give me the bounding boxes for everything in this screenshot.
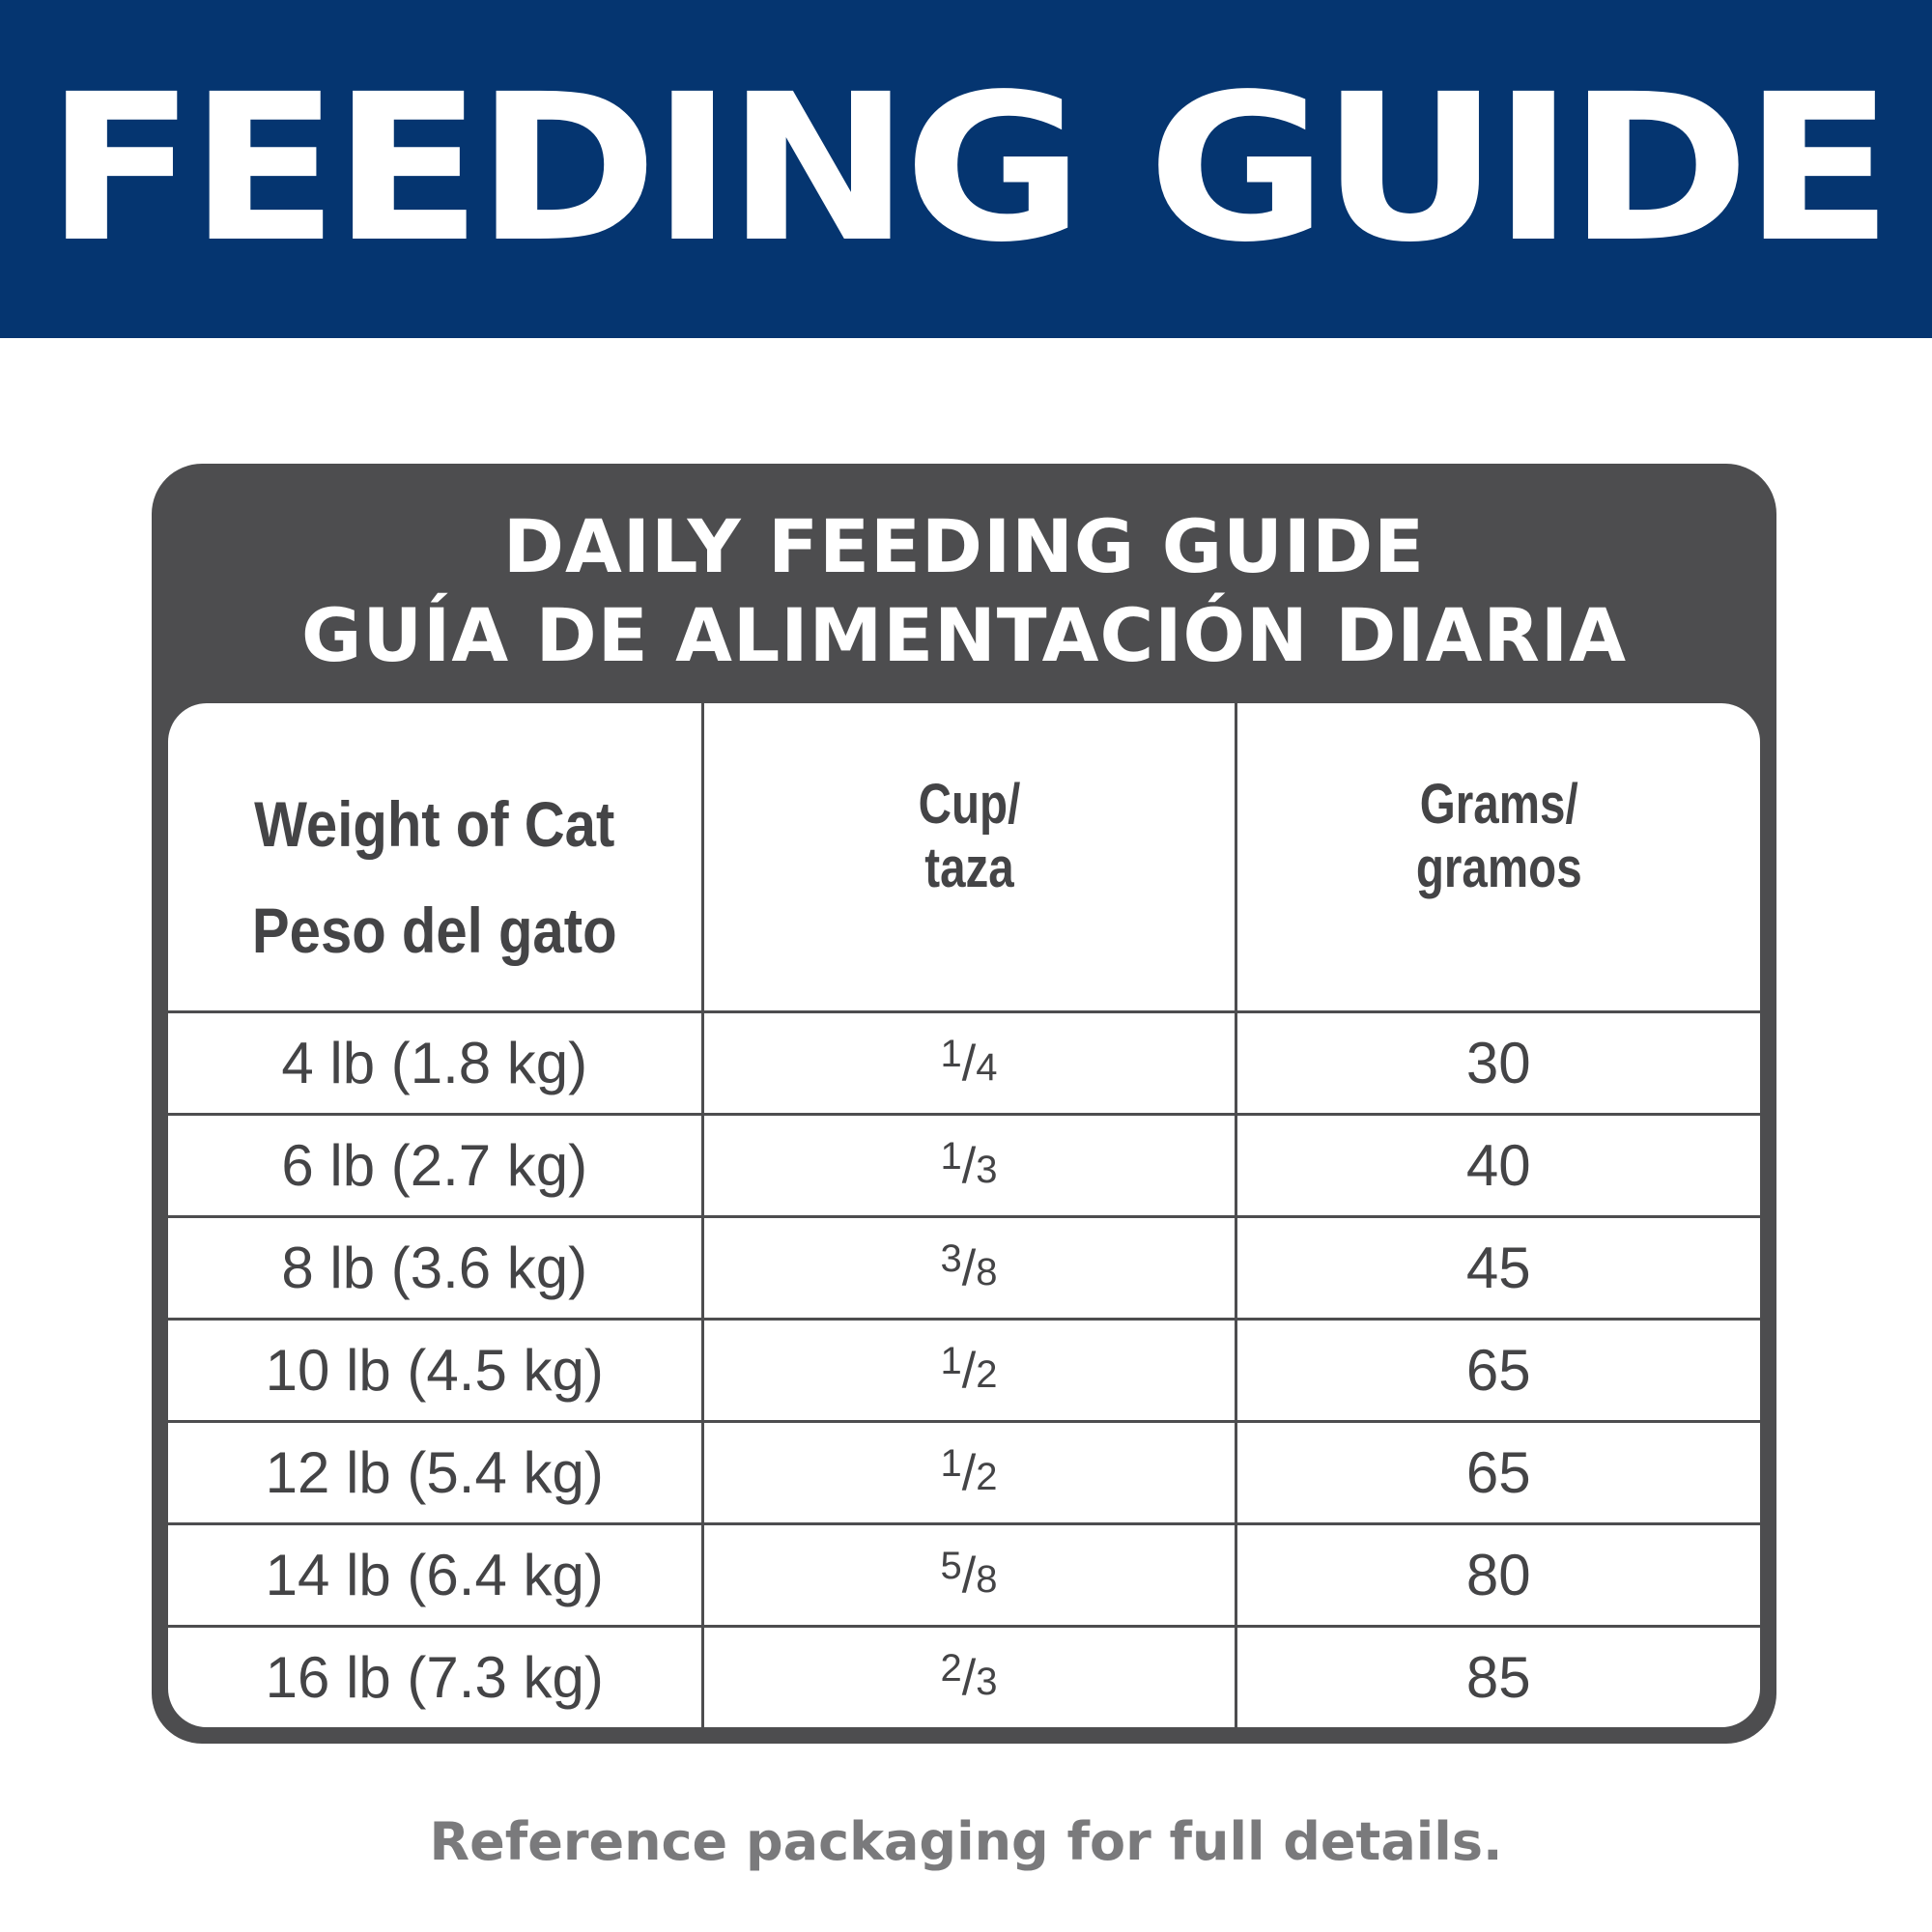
footer-note: Reference packaging for full details. xyxy=(429,1811,1503,1872)
table-row xyxy=(168,1320,1760,1422)
grams-cell: 65 xyxy=(1236,1320,1760,1422)
card-title xyxy=(152,502,1776,680)
card-title-spanish: GUÍA DE ALIMENTACIÓN DIARIA xyxy=(300,592,1628,678)
weight-cell: 4 lb (1.8 kg) xyxy=(168,1012,702,1115)
feeding-table-container xyxy=(168,703,1760,1727)
cup-numerator: 1 xyxy=(940,1032,962,1075)
cup-cell: 1/2 xyxy=(702,1320,1236,1422)
weight-cell: 12 lb (5.4 kg) xyxy=(168,1422,702,1524)
table-row xyxy=(168,1115,1760,1217)
weight-cell: 6 lb (2.7 kg) xyxy=(168,1115,702,1217)
weight-cell: 16 lb (7.3 kg) xyxy=(168,1627,702,1728)
table-row xyxy=(168,1012,1760,1115)
cup-cell: 5/8 xyxy=(702,1524,1236,1627)
cup-numerator: 5 xyxy=(940,1544,962,1587)
grams-cell: 45 xyxy=(1236,1217,1760,1320)
cup-denominator: 3 xyxy=(976,1148,998,1191)
grams-cell: 65 xyxy=(1236,1422,1760,1524)
table-row xyxy=(168,1524,1760,1627)
cup-denominator: 8 xyxy=(976,1557,998,1601)
page-title: FEEDING GUIDE xyxy=(44,50,1888,287)
grams-cell: 40 xyxy=(1236,1115,1760,1217)
cup-denominator: 8 xyxy=(976,1250,998,1293)
column-header-weight xyxy=(168,703,702,1012)
cup-denominator: 4 xyxy=(976,1045,998,1089)
cup-numerator: 2 xyxy=(940,1646,962,1690)
cup-denominator: 2 xyxy=(976,1352,998,1396)
cup-cell: 3/8 xyxy=(702,1217,1236,1320)
cup-numerator: 1 xyxy=(940,1441,962,1485)
table-row xyxy=(168,1627,1760,1728)
cup-cell: 1/2 xyxy=(702,1422,1236,1524)
cup-cell: 1/3 xyxy=(702,1115,1236,1217)
cup-numerator: 1 xyxy=(940,1134,962,1178)
weight-cell: 14 lb (6.4 kg) xyxy=(168,1524,702,1627)
cup-numerator: 1 xyxy=(940,1339,962,1382)
cup-header-english: Cup/ xyxy=(918,773,1020,836)
cup-header-spanish: taza xyxy=(923,837,1014,899)
card-title-english: DAILY FEEDING GUIDE xyxy=(502,503,1426,589)
grams-cell: 80 xyxy=(1236,1524,1760,1627)
table-row xyxy=(168,1217,1760,1320)
grams-header-spanish: gramos xyxy=(1415,837,1582,899)
column-header-cup xyxy=(702,703,1236,1012)
grams-cell: 85 xyxy=(1236,1627,1760,1728)
cup-numerator: 3 xyxy=(940,1236,962,1280)
grams-header-english: Grams/ xyxy=(1419,773,1578,836)
feeding-table xyxy=(168,703,1760,1727)
weight-cell: 8 lb (3.6 kg) xyxy=(168,1217,702,1320)
grams-cell: 30 xyxy=(1236,1012,1760,1115)
table-row xyxy=(168,1422,1760,1524)
table-header-row xyxy=(168,703,1760,1012)
feeding-guide-card xyxy=(152,464,1776,1744)
weight-header-english: Weight of Cat xyxy=(254,788,615,860)
header-banner xyxy=(0,0,1932,338)
cup-cell: 2/3 xyxy=(702,1627,1236,1728)
cup-denominator: 3 xyxy=(976,1660,998,1703)
column-header-grams xyxy=(1236,703,1760,1012)
cup-cell: 1/4 xyxy=(702,1012,1236,1115)
weight-header-spanish: Peso del gato xyxy=(251,895,617,966)
cup-denominator: 2 xyxy=(976,1455,998,1498)
weight-cell: 10 lb (4.5 kg) xyxy=(168,1320,702,1422)
